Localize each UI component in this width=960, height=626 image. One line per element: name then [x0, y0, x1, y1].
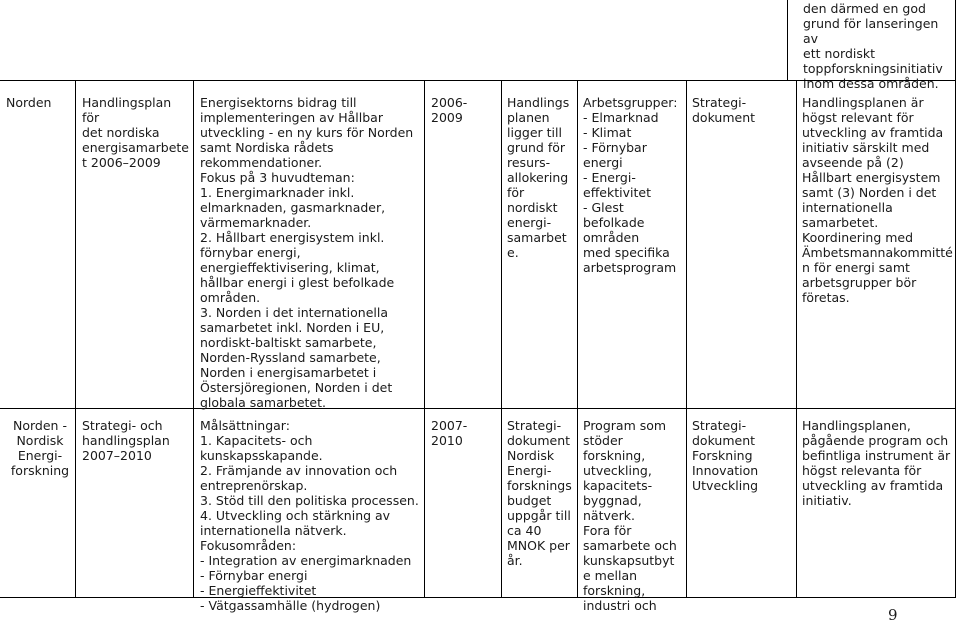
row1-organisation-structure: Arbetsgrupper: - Elmarknad - Klimat - Förnybar energi - Energi- effektivitet - Glest befolkade områden med specifika arbetsprogram [583, 95, 678, 275]
grid-line-col-4 [501, 80, 502, 598]
grid-line-col-1 [75, 80, 76, 598]
row1-resources: Handlings planen ligger till grund för resurs- allokering för nordiskt energi- samarbet e. [507, 95, 570, 260]
grid-line-right [955, 0, 956, 598]
grid-line-top-cell-left [787, 0, 788, 80]
grid-line-col-3 [424, 80, 425, 598]
top-right-cell-text: den därmed en god grund för lanseringen av ett nordiskt toppforskningsinitiativ inom dessa områden. [803, 1, 943, 91]
row2-document-type: Strategi- dokument Forskning Innovation Utveckling [692, 418, 759, 493]
grid-line-col-7 [796, 80, 797, 598]
row1-document: Handlingsplan för det nordiska energisamarbete t 2006–2009 [82, 95, 189, 170]
row2-resources: Strategi- dokument Nordisk Energi- forsknings budget uppgår till ca 40 MNOK per år. [507, 418, 572, 568]
row1-period: 2006- 2009 [431, 95, 468, 125]
row2-organisation: Norden - Nordisk Energi- forskning [10, 418, 70, 478]
row2-content: Målsättningar: 1. Kapacitets- och kunskapsskapande. 2. Främjande av innovation och entreprenörskap. 3. Stöd till den politiska processen. 4. Utveckling och stärkning av internationella nätverk. Fokusområden: - Integration av energimarknaden - Förnybar energi - Energieffektivitet - Vätgassamhälle (hydrogen) [200, 418, 419, 613]
row1-relevance: Handlingsplanen är högst relevant för utveckling av framtida initiativ särskilt med avseende på (2) Hållbart energisystem samt (3) Norden i det internationella samarbetet. Koordinering med Ämbetsmannakommitté n för energi samt arbetsgrupper bör företas. [802, 95, 953, 305]
row1-organisation: Norden [6, 95, 52, 110]
page-number: 9 [888, 606, 898, 624]
row1-content: Energisektorns bidrag till implementeringen av Hållbar utveckling - en ny kurs för Norden samt Nordiska rådets rekommendationer. Fokus på 3 huvudteman: 1. Energimarknader inkl. elmarknaden, gasmarknader, värmemarknader. 2. Hållbart energisystem inkl. förnybar energi, energieffektivisering, klimat, hållbar energi i glest befolkade områden. 3. Norden i det internationella samarbetet inkl. Norden i EU, nordiskt-baltiskt samarbete, Norden-Ryssland samarbete, Norden i energisamarbetet i Östersjöregionen, Norden i det globala samarbetet. [200, 95, 414, 410]
row2-document: Strategi- och handlingsplan 2007–2010 [82, 418, 170, 463]
grid-line-col-6 [686, 80, 687, 598]
row2-period: 2007- 2010 [431, 418, 468, 448]
grid-line-col-2 [193, 80, 194, 598]
grid-line-bottom [0, 597, 956, 598]
row2-organisation-structure: Program som stöder forskning, utveckling, kapacitets- byggnad, nätverk. Fora för samarbete och kunskapsutbyt e mellan forskning, industri och [583, 418, 677, 613]
grid-line-col-5 [577, 80, 578, 598]
row1-document-type: Strategi- dokument [692, 95, 756, 125]
row2-relevance: Handlingsplanen, pågående program och befintliga instrument är högst relevanta för utveckling av framtida initiativ. [802, 418, 951, 508]
grid-line-row-divider [0, 408, 956, 409]
